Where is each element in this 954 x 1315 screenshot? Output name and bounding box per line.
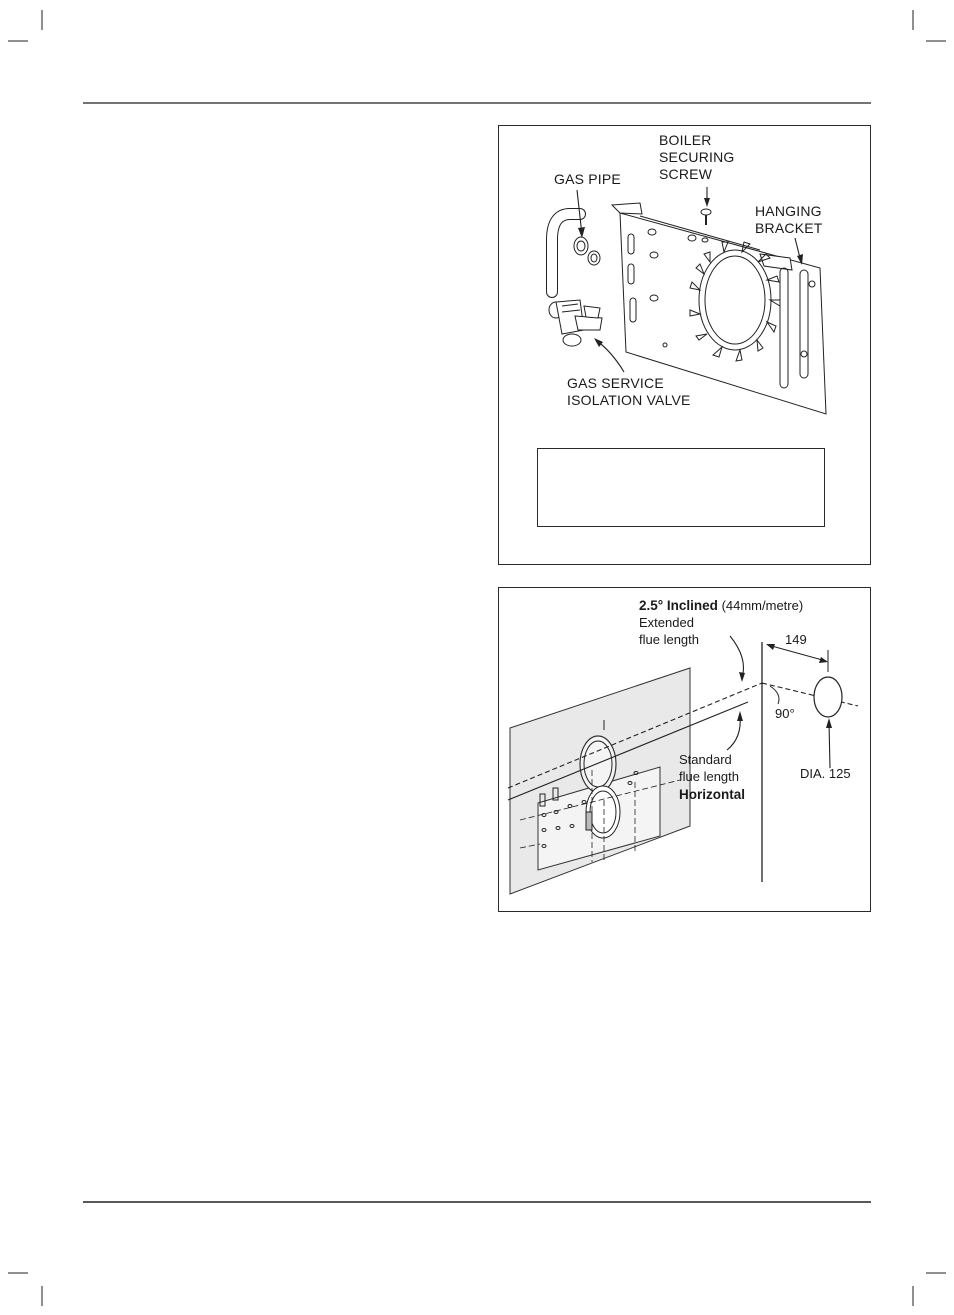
- label-diameter: DIA. 125: [800, 766, 851, 781]
- figure1-caption-box: [537, 448, 825, 527]
- inclined-note-text: (44mm/metre): [721, 598, 804, 613]
- label-distance-149: 149: [785, 632, 807, 647]
- inclined-bold-text: 2.5° Inclined: [639, 598, 718, 613]
- label-angle-90: 90°: [775, 706, 795, 721]
- label-boiler-securing-screw: BOILER SECURING SCREW: [659, 132, 735, 182]
- label-gas-service-valve: GAS SERVICE ISOLATION VALVE: [567, 375, 691, 408]
- label-hanging-bracket: HANGING BRACKET: [755, 203, 823, 236]
- label-standard-flue: Standard flue length: [679, 752, 739, 784]
- label-horizontal: Horizontal: [679, 787, 745, 802]
- label-gas-pipe: GAS PIPE: [554, 171, 621, 187]
- label-inclined: [639, 597, 803, 614]
- label-extended-flue: Extended flue length: [639, 615, 699, 647]
